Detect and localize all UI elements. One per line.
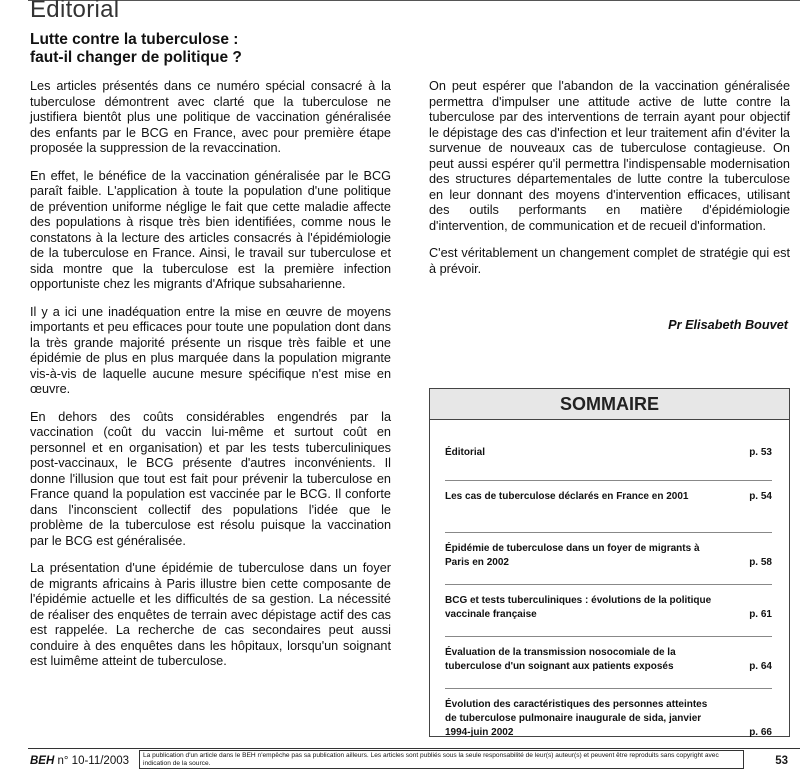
paragraph: En effet, le bénéfice de la vaccination généralisée par le BCG paraît faible. L'application à toute la population d'une politique de prévention uniforme néglige le fait que cette maladie affecte des populations à risque très bien identifiées, comme nous le constatons à la lecture des articles consacrés à l'épidémiologie de la tuberculose en France. Ainsi, le travail sur tuberculose et sida montre que la tuberculose est la première infection opportuniste chez les migrants d'Afrique subsaharienne. [30, 168, 391, 291]
author-signature: Pr Elisabeth Bouvet [668, 318, 788, 332]
toc-item[interactable] [445, 490, 772, 504]
toc-item-page: p. 64 [749, 661, 772, 672]
toc-item-title: BCG et tests tuberculiniques : évolutions de la politique vaccinale française [445, 595, 712, 620]
toc-item-page: p. 66 [749, 727, 772, 738]
toc-item-page: p. 54 [749, 491, 772, 502]
toc-item-title: Les cas de tuberculose déclarés en France en 2001 [445, 491, 689, 502]
toc-divider [445, 532, 772, 533]
headline-line-2: faut-il changer de politique ? [30, 49, 242, 66]
paragraph: En dehors des coûts considérables engendrés par la vaccination (coût du vaccin lui-même et surtout coût en personnel et en organisation) et par les tests tuberculiniques post-vaccinaux, le BCG présente d'autres inconvénients. Il donne l'illusion que tout est fait pour prévenir la tuberculose en France quand la population est vaccinée par le BCG. Il conforte dans l'inconscient collectif des populations l'idée que le problème de la tuberculose est résolu puisque la vaccination par le BCG est généralisée. [30, 409, 391, 548]
journal-reference [30, 755, 129, 767]
toc-divider [445, 688, 772, 689]
toc-divider [445, 636, 772, 637]
left-column [30, 79, 391, 682]
footer-rule [28, 748, 800, 749]
toc-item[interactable] [445, 698, 772, 740]
page-number: 53 [775, 755, 788, 767]
journal-name: BEH [30, 755, 55, 767]
toc-item-page: p. 58 [749, 557, 772, 568]
toc-divider [445, 584, 772, 585]
paragraph: Les articles présentés dans ce numéro spécial consacré à la tuberculose démontrent avec clarté que la tuberculose ne justifiera bientôt plus une politique de vaccination généralisée des enfants par le BCG en France, avec pour première étape proposée la suppression de la revaccination. [30, 79, 391, 155]
toc-item-title: Éditorial [445, 447, 486, 458]
paragraph: C'est véritablement un changement complet de stratégie qui est à prévoir. [429, 246, 790, 276]
toc-item-title: Évaluation de la transmission nosocomiale de la tuberculose d'un soignant aux patients exposés [445, 647, 676, 672]
toc-item[interactable] [445, 646, 772, 674]
paragraph: On peut espérer que l'abandon de la vaccination généralisée permettra d'impulser une attitude active de lutte contre la tuberculose par des interventions de terrain ayant pour objectif le dépistage des cas d'infection et leur traitement afin d'éviter la survenue de nouveaux cas de tuberculose contagieuse. On peut aussi espérer qu'il permettra l'indispensable modernisation des structures départementales de lutte contre la tuberculose en leur donnant des moyens d'intervention efficaces, utilisant des outils performants en matière d'épidémiologie d'intervention, de communication et de recueil d'information. [429, 79, 790, 233]
paragraph: La présentation d'une épidémie de tuberculose dans un foyer de migrants africains à Paris illustre bien cette composante de l'épidémie actuelle et les difficultés de sa gestion. La nécessité de réaliser des enquêtes de terrain avec dépistage actif des cas est rappelée. La recherche de cas secondaires peut aussi conduire à des enquêtes dans les hôpitaux, lorsqu'un soignant est luimême atteint de tuberculose. [30, 561, 391, 668]
toc-item[interactable] [445, 446, 772, 460]
paragraph: Il y a ici une inadéquation entre la mise en œuvre de moyens importants et peu efficaces pour toute une population dont dans la très grande majorité présente un risque très faible et une épidémie de plus en plus marquée dans la population migrante vis-à-vis de laquelle aucune mesure spécifique n'est mise en œuvre. [30, 304, 391, 396]
toc-item-page: p. 61 [749, 609, 772, 620]
publication-notice: La publication d'un article dans le BEH n'empêche pas sa publication ailleurs. Les articles sont publiés sous la seule responsabilité de leur(s) auteur(s) et peuvent être reproduits sans copyright avec indication de la source. [139, 750, 744, 769]
toc-title: SOMMAIRE [430, 389, 789, 420]
right-column [429, 79, 790, 289]
section-title: Editorial [30, 0, 120, 23]
toc-item-title: Épidémie de tuberculose dans un foyer de migrants à Paris en 2002 [445, 543, 700, 568]
issue-number: n° 10-11/2003 [57, 755, 130, 767]
headline-line-1: Lutte contre la tuberculose : [30, 31, 239, 48]
toc-item[interactable] [445, 542, 772, 570]
toc-item-page: p. 53 [749, 447, 772, 458]
top-rule [28, 0, 800, 1]
toc-divider [445, 480, 772, 481]
table-of-contents [429, 388, 790, 737]
toc-item[interactable] [445, 594, 772, 622]
toc-item-title: Évolution des caractéristiques des personnes atteintes de tuberculose pulmonaire inaugurale de sida, janvier 1994-juin 2002 [445, 699, 708, 738]
editorial-headline [30, 31, 410, 67]
